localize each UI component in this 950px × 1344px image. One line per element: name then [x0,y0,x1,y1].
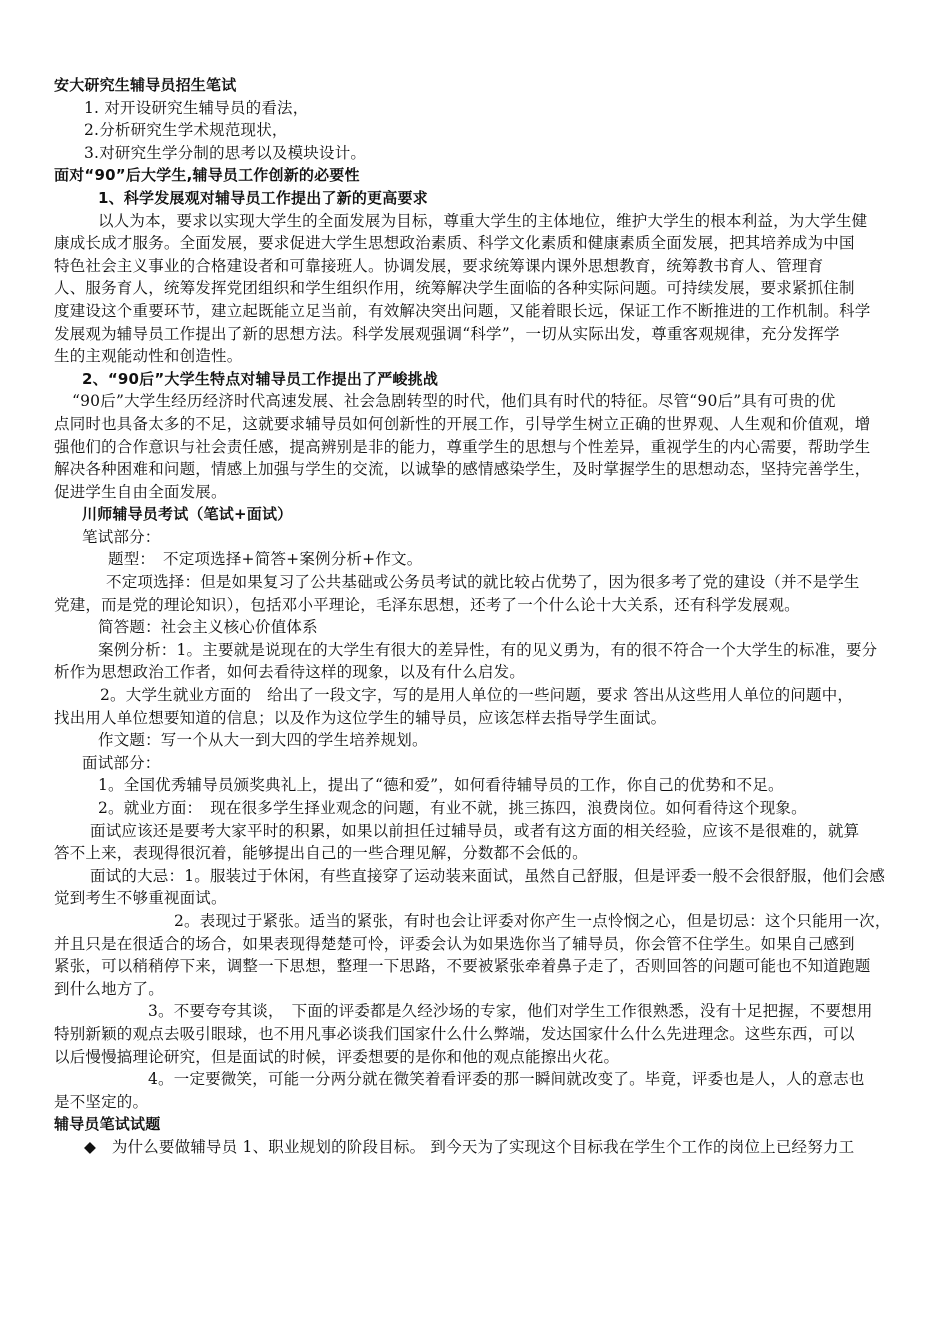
sub1-line-5: 度建设这个重要环节，建立起既能立足当前，有效解决突出问题，又能着眼长远，保证工作不断推进的工作机制。科学 [54,301,871,320]
written-case1-1: 案例分析：1。主要就是说现在的大学生有很大的差异性，有的见义勇为，有的很不符合一个大学生的标准，要分 [98,640,878,659]
taboo2-line-4: 到什么地方了。 [54,979,164,998]
sub2-line-3: 强他们的合作意识与社会责任感，提高辨别是非的能力，尊重学生的思想与个性差异，重视学生的内心需要，帮助学生 [54,437,871,456]
taboo3-line-3: 以后慢慢搞理论研究，但是面试的时候，评委想要的是你和他的观点能擦出火花。 [54,1047,620,1066]
sub1-line-2: 康成长成才服务。全面发展，要求促进大学生思想政治素质、科学文化素质和健康素质全面发展，把其培养成为中国 [54,234,855,253]
section1-heading: 面对“90”后大学生,辅导员工作创新的必要性 [54,166,360,185]
sub2-heading: 2、“90后”大学生特点对辅导员工作提出了严峻挑战 [82,369,439,388]
interview-question-2: 2。就业方面： 现在很多学生择业观念的问题，有业不就，挑三拣四，浪费岗位。如何看待这个现象。 [98,799,807,817]
taboo3-line-1: 3。不要夸夸其谈， 下面的评委都是久经沙场的专家，他们对学生工作很熟悉，没有十足把握，不要想用 [148,1002,873,1021]
written-case2-2: 找出用人单位想要知道的信息；以及作为这位学生的辅导员，应该怎样去指导学生面试。 [54,708,667,727]
written-case1-2: 析作为思想政治工作者，如何去看待这样的现象，以及有什么启发。 [54,663,526,682]
written-choice-2: 党建，而是党的理论知识），包括邓小平理论，毛泽东思想，还考了一个什么论十大关系，还有科学发展观。 [54,595,800,614]
written-case2-1: 2。大学生就业方面的 给出了一段文字，写的是用人单位的一些问题，要求 答出从这些用人单位的问题中， [100,686,854,705]
taboo1-line-1: 面试的大忌：1。服装过于休闲，有些直接穿了运动装来面试，虽然自己舒服，但是评委一般不会很舒服，他们会感 [90,866,886,885]
doc-title: 安大研究生辅导员招生笔试 [54,76,237,94]
document-page [54,74,900,1159]
interview-note-2: 答不上来，表现得很沉着，能够提出自己的一些合理见解，分数都不会低的。 [54,844,588,863]
taboo4-line-2: 是不坚定的。 [54,1092,149,1111]
taboo2-line-3: 紧张，可以稍稍停下来，调整一下思想，整理一下思路，不要被紧张牵着鼻子走了，否则回答的问题可能也不知道跑题 [54,957,871,976]
intro-item-2: 2.分析研究生学术规范现状， [84,121,288,140]
sub2-line-4: 解决各种困难和问题，情感上加强与学生的交流，以诚挚的感情感染学生，及时掌握学生的思想动态，坚持完善学生， [54,460,871,479]
interview-note-1: 面试应该还是要考大家平时的积累，如果以前担任过辅导员，或者有这方面的相关经验，应该不是很难的，就算 [90,821,860,840]
sub2-line-1: “90后”大学生经历经济时代高速发展、社会急剧转型的时代，他们具有时代的特征。尽管“90后”具有可贵的优 [72,392,836,411]
sub1-line-7: 生的主观能动性和创造性。 [54,347,243,366]
bullet-line: ◆ 为什么要做辅导员 1、职业规划的阶段目标。 到今天为了实现这个目标我在学生个工作的岗位上已经努力工 [84,1137,855,1156]
intro-item-3: 3.对研究生学分制的思考以及模块设计。 [84,143,367,162]
taboo4-line-1: 4。一定要微笑，可能一分两分就在微笑着看评委的那一瞬间就改变了。毕竟，评委也是人，人的意志也 [148,1070,865,1089]
taboo2-line-1: 2。表现过于紧张。适当的紧张，有时也会让评委对你产生一点怜悯之心，但是切忌：这个只能用一次， [174,911,891,930]
taboo2-line-2: 并且只是在很适合的场合，如果表现得楚楚可怜，评委会认为如果选你当了辅导员，你会管不住学生。如果自己感到 [54,934,855,953]
taboo1-line-2: 觉到考生不够重视面试。 [54,889,227,908]
sub1-line-3: 特色社会主义事业的合格建设者和可靠接班人。协调发展，要求统筹课内课外思想教育，统筹教书育人、管理育 [54,256,824,275]
written-type: 题型： 不定项选择+简答+案例分析+作文。 [108,550,423,569]
taboo3-line-2: 特别新颖的观点去吸引眼球，也不用凡事必谈我们国家什么什么弊端，发达国家什么什么先进理念。这些东西，可以 [54,1024,855,1043]
interview-label: 面试部分： [82,753,161,772]
sub1-line-6: 发展观为辅导员工作提出了新的思想方法。科学发展观强调“科学”，一切从实际出发，尊重客观规律，充分发挥学 [54,324,840,343]
section3-heading: 辅导员笔试试题 [54,1115,161,1134]
section2-heading: 川师辅导员考试（笔试+面试） [82,505,293,524]
sub1-line-1: 以人为本，要求以实现大学生的全面发展为目标，尊重大学生的主体地位，维护大学生的根本利益，为大学生健 [98,211,868,230]
written-short: 简答题：社会主义核心价值体系 [98,618,318,637]
sub1-heading: 1、科学发展观对辅导员工作提出了新的更高要求 [98,188,428,207]
written-essay: 作文题：写一个从大一到大四的学生培养规划。 [98,731,428,750]
sub1-line-4: 人、服务育人，统筹发挥党团组织和学生组织作用，统筹解决学生面临的各种实际问题。可持续发展，要求紧抓住制 [54,279,855,298]
interview-question-1: 1。全国优秀辅导员颁奖典礼上，提出了“德和爱”，如何看待辅导员的工作，你自己的优势和不足。 [98,776,784,795]
sub2-line-5: 促进学生自由全面发展。 [54,482,227,501]
written-label: 笔试部分： [82,527,161,546]
sub2-line-2: 点同时也具备太多的不足，这就要求辅导员如何创新性的开展工作，引导学生树立正确的世界观、人生观和价值观，增 [54,414,871,433]
written-choice-1: 不定项选择：但是如果复习了公共基础或公务员考试的就比较占优势了，因为很多考了党的建设（并不是学生 [106,573,860,592]
intro-item-1: 1. 对开设研究生辅导员的看法， [84,98,309,117]
